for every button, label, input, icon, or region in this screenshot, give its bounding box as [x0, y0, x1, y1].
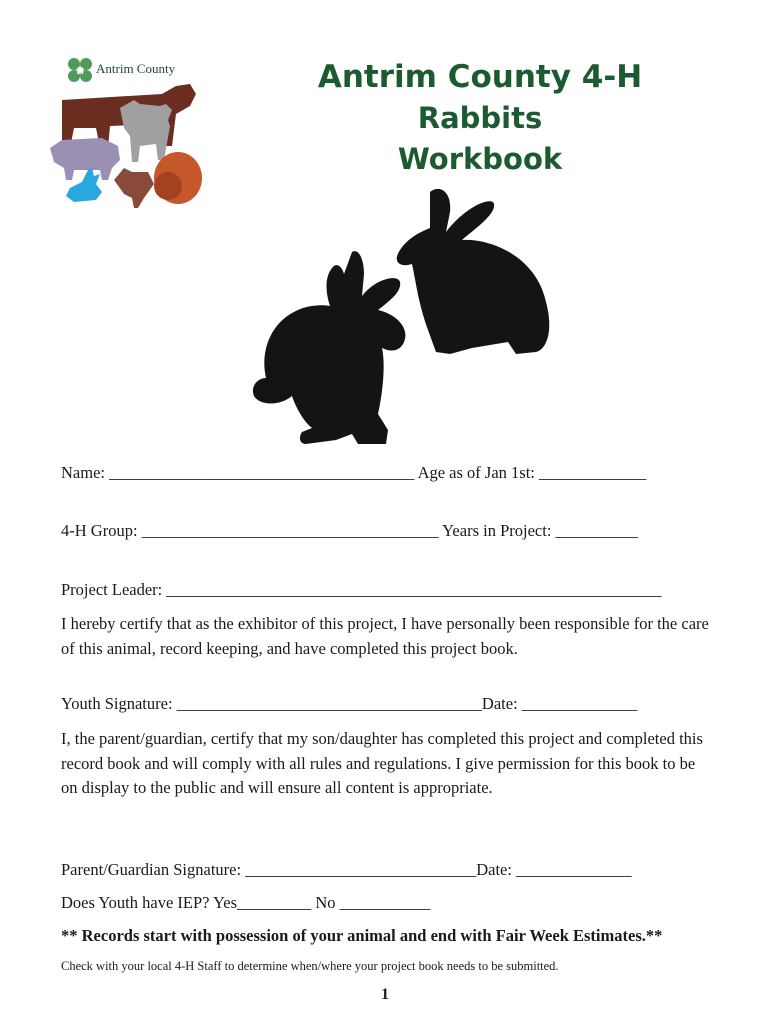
exhibitor-certification: I hereby certify that as the exhibitor of this project, I have personally been responsible for the care of this animal, record keeping, and have completed this project book. [61, 614, 709, 658]
records-note: ** Records start with possession of your animal and end with Fair Week Estimates.** [61, 926, 663, 945]
logo-org-name: Antrim County [96, 61, 176, 76]
page-title [300, 56, 660, 180]
iep-line[interactable]: Does Youth have IEP? Yes_________ No ___________ [61, 893, 431, 912]
youth-signature-line[interactable]: Youth Signature: _____________________________________Date: ______________ [61, 694, 638, 713]
name-age-line[interactable]: Name: _____________________________________ Age as of Jan 1st: _____________ [61, 463, 647, 482]
title-line-3: Workbook [397, 142, 563, 176]
title-line-2: Rabbits [417, 101, 543, 135]
project-leader-line[interactable]: Project Leader: ____________________________________________________________ [61, 580, 662, 599]
parent-certification: I, the parent/guardian, certify that my son/daughter has completed this project and completed this record book and will comply with all rules and regulations. I give permission for this book to be on display to the public and will ensure all content is appropriate. [61, 729, 703, 797]
rabbit-silhouettes [240, 182, 560, 452]
clover-icon [68, 58, 92, 82]
title-line-1: Antrim County 4-H [317, 59, 643, 95]
group-years-line[interactable]: 4-H Group: ____________________________________ Years in Project: __________ [61, 521, 639, 540]
parent-signature-line[interactable]: Parent/Guardian Signature: ____________________________Date: ______________ [61, 860, 632, 879]
rabbit-icon [240, 182, 560, 452]
county-logo [44, 48, 214, 213]
staff-note: Check with your local 4-H Staff to determine when/where your project book needs to be submitted. [61, 959, 559, 973]
page-number: 1 [381, 986, 389, 1003]
svg-text:H: H [76, 67, 85, 77]
